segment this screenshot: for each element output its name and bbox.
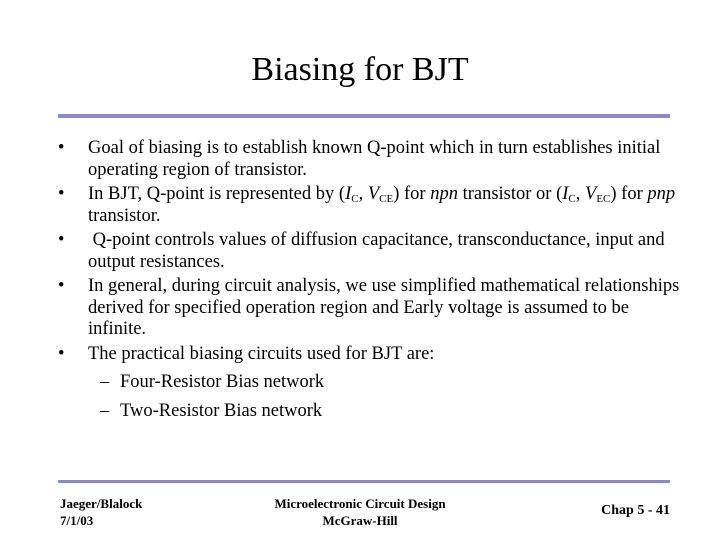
bullet-marker: • [58, 343, 65, 364]
subscript: C [351, 193, 359, 205]
bullet-marker: • [58, 138, 65, 158]
bullet-text: The practical biasing circuits used for BJT are: [88, 343, 435, 364]
bullet-marker: • [58, 276, 65, 296]
symbol-v: V [367, 184, 380, 204]
bullet-text: In general, during circuit analysis, we use simplified mathematical relationships derived for specified operation region and Early voltage is assumed to be infinite. [88, 276, 680, 339]
bullet-marker: • [58, 184, 65, 204]
footer-publisher: McGraw-Hill [322, 513, 398, 528]
bullet-text: Q-point controls values of diffusion capacitance, transconductance, input and output resistances. [88, 230, 670, 272]
footer-book-title: Microelectronic Circuit Design [274, 496, 446, 511]
bullet-list [58, 138, 680, 429]
text-run: , [575, 184, 586, 204]
subscript: EC [596, 193, 611, 205]
text-run: In BJT, Q-point is represented by ( [88, 184, 346, 204]
bullet-item [58, 344, 680, 366]
sub-bullet-marker: – [100, 372, 110, 392]
bullet-item [58, 230, 680, 273]
bullet-text [88, 184, 675, 226]
subscript: CE [379, 193, 394, 205]
npn-term: npn [430, 184, 458, 204]
bullet-item [58, 184, 680, 227]
footer-author-names: Jaeger/Blalock [60, 496, 143, 511]
bullet-item [58, 138, 680, 181]
text-run: transistor or ( [457, 184, 563, 204]
title-divider [58, 114, 670, 118]
slide-title: Biasing for BJT [251, 51, 469, 88]
footer-book [230, 495, 490, 529]
subscript: C [568, 193, 576, 205]
sub-bullet-text: Two-Resistor Bias network [120, 400, 323, 421]
bullet-text: Goal of biasing is to establish known Q-point which in turn establishes initial operating region of transistor. [88, 138, 661, 180]
sub-bullet-marker: – [100, 400, 110, 421]
sub-bullet-item [58, 401, 680, 423]
footer-authors [60, 495, 142, 529]
pnp-term: pnp [647, 184, 676, 204]
footer-chapter-page: Chap 5 - 41 [601, 503, 670, 518]
footer-date: 7/1/03 [60, 513, 94, 528]
text-run: ) for [393, 184, 431, 204]
symbol-ic: I [345, 184, 352, 204]
text-run: ) for [610, 184, 648, 204]
symbol-v: V [585, 184, 597, 204]
text-run: transistor. [88, 205, 161, 226]
sub-bullet-text: Four-Resistor Bias network [120, 372, 325, 392]
sub-bullet-item [58, 372, 680, 394]
bullet-item [58, 276, 680, 341]
text-run: , [358, 184, 368, 204]
footer-divider [58, 480, 670, 483]
bullet-marker: • [58, 230, 65, 250]
symbol-ic: I [562, 184, 569, 204]
